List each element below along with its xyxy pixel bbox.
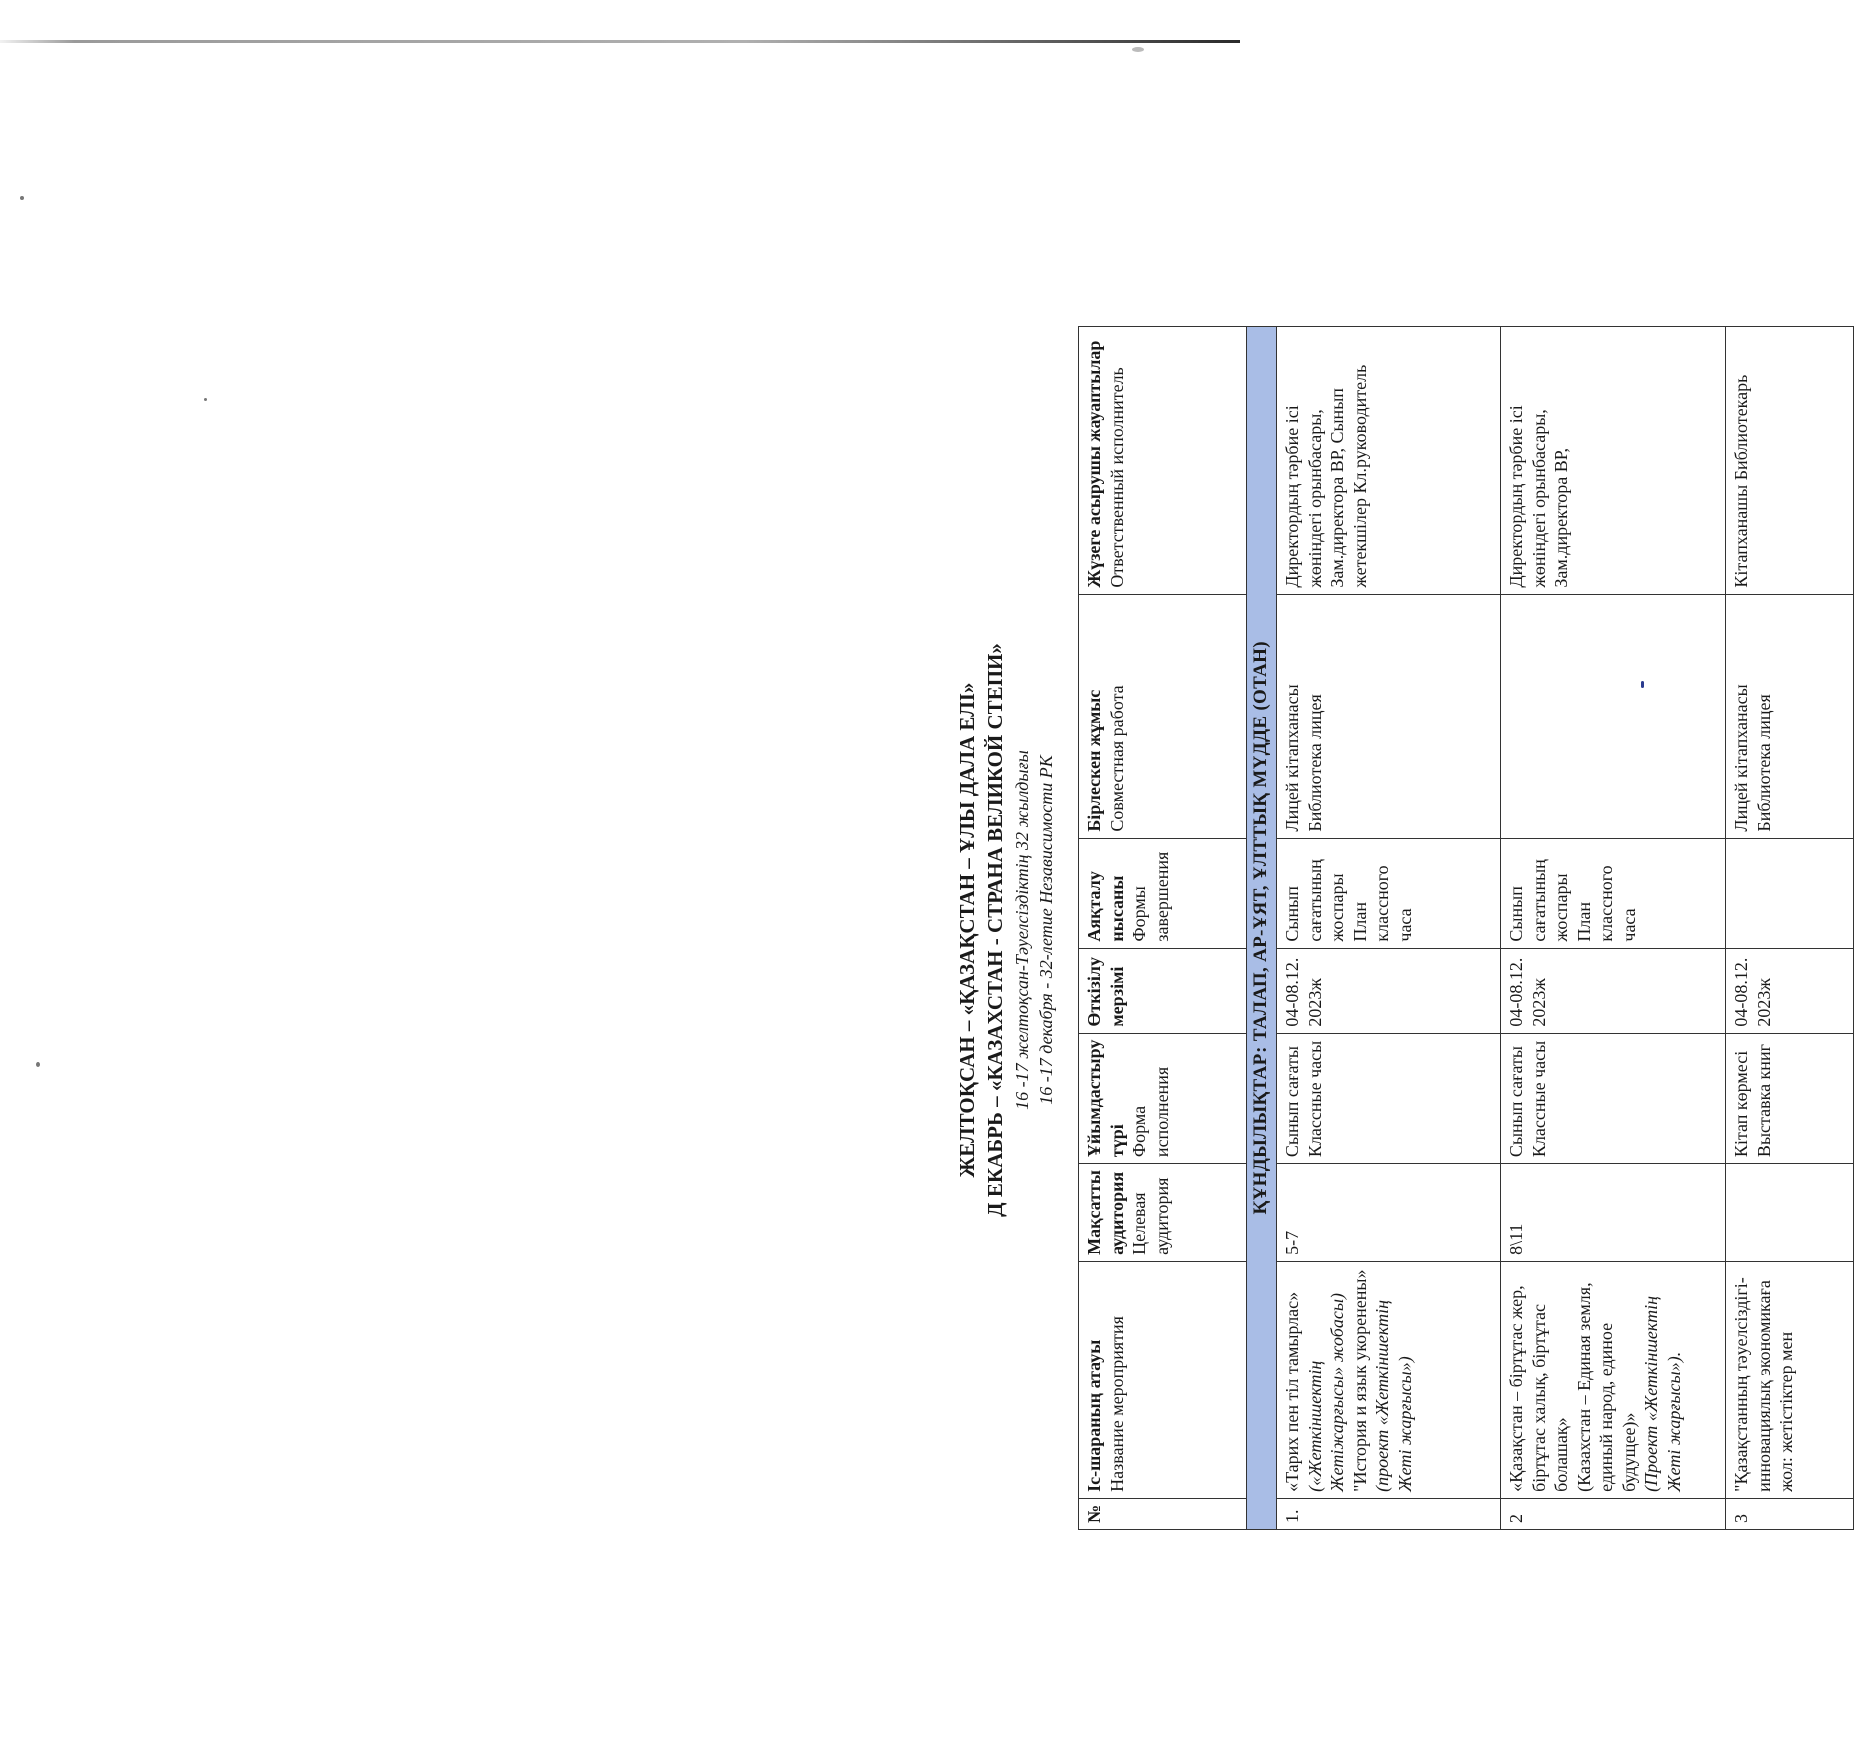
ink-mark — [1641, 681, 1644, 688]
cell-form: Кітап көрмесі Выставка книг — [1726, 1033, 1854, 1163]
cell-form: Сынып сағаты Классные часы — [1277, 1033, 1501, 1163]
cell-completion: Сынып сағатының жоспары План классного часа — [1277, 838, 1501, 948]
header-cell-date: Өткізілу мерзімі — [1079, 948, 1247, 1033]
cell-number: 2 — [1501, 1498, 1726, 1529]
cell-audience: 8\11 — [1501, 1164, 1726, 1262]
cell-name: «Қазақстан – біртұтас жер, біртұтас халық, біртұтас болашақ» (Казахстан – Единая земля, единый народ, единое будущее)» (Проект «Жеткіншектің Жеті жарғысы»). — [1501, 1261, 1726, 1498]
section-row — [1247, 326, 1277, 1529]
cell-name: "Қазақстанның тәуелсіздігі-инновациялық экономикаға жол: жетістіктер мен — [1726, 1261, 1854, 1498]
cell-completion — [1726, 838, 1854, 948]
events-table — [1078, 326, 1854, 1530]
subtitle-ru: 16 -17 декабря - 32-летие Независимости РК — [1036, 755, 1056, 1105]
table-row — [1726, 326, 1854, 1529]
scan-edge-line — [0, 40, 1240, 43]
cell-joint: Лицей кітапханасы Библиотека лицея — [1726, 594, 1854, 838]
cell-number: 3 — [1726, 1498, 1854, 1529]
header-cell-form: Ұйымдастыру түрі Форма исполнения — [1079, 1033, 1247, 1163]
title-kz: ЖЕЛТОҚСАН – «ҚАЗАҚСТАН – ҰЛЫ ДАЛА ЕЛІ» — [955, 682, 979, 1178]
cell-name: «Тарих пен тіл тамырлас» («Жеткіншектің Жетіжарғысы» жобасы) "История и язык укоренены» (проект «Жеткіншектің Жеті жарғысы») — [1277, 1261, 1501, 1498]
header-cell-name: Іс-шараның атауы Название мероприятия — [1079, 1261, 1247, 1498]
scan-speck — [1132, 47, 1144, 52]
cell-joint: Лицей кітапханасы Библиотека лицея — [1277, 594, 1501, 838]
cell-joint — [1501, 594, 1726, 838]
header-cell-responsible: Жүзеге асырушы жауаптылар Ответственный исполнитель — [1079, 326, 1247, 594]
cell-responsible: Директордың тәрбие ісі жөніндегі орынбасары, Зам.директора ВР, Сынып жетекшілер Кл.руководитель — [1277, 326, 1501, 594]
table-header-row — [1079, 326, 1247, 1529]
header-cell-number: № — [1079, 1498, 1247, 1529]
cell-date: 04-08.12. 2023ж — [1501, 948, 1726, 1033]
cell-date: 04-08.12. 2023ж — [1726, 948, 1854, 1033]
subtitle-kz: 16 -17 желтоқсан-Тәуелсіздіктің 32 жылдығы — [1012, 750, 1032, 1110]
cell-responsible: Директордың тәрбие ісі жөніндегі орынбасары, Зам.директора ВР, — [1501, 326, 1726, 594]
rotated-page — [0, 105, 1796, 1755]
table-row — [1277, 326, 1501, 1529]
cell-audience — [1726, 1164, 1854, 1262]
cell-audience: 5-7 — [1277, 1164, 1501, 1262]
title-ru: Д ЕКАБРЬ – «КАЗАХСТАН - СТРАНА ВЕЛИКОЙ СТЕПИ» — [983, 643, 1007, 1217]
cell-completion: Сынып сағатының жоспары План классного часа — [1501, 838, 1726, 948]
cell-number: 1. — [1277, 1498, 1501, 1529]
cell-responsible: Кітапханашы Библиотекарь — [1726, 326, 1854, 594]
table-row — [1501, 326, 1726, 1529]
header-cell-audience: Мақсатты аудитория Целевая аудитория — [1079, 1164, 1247, 1262]
section-title: ҚҰНДЫЛЫҚТАР: ТАЛАП, АР-ҰЯТ, ҰЛТТЫҚ МҮДДЕ (ОТАН) — [1247, 326, 1277, 1529]
cell-form: Сынып сағаты Классные часы — [1501, 1033, 1726, 1163]
header-cell-joint: Бірлескен жұмыс Совместная работа — [1079, 594, 1247, 838]
header-cell-completion: Аяқталу нысаны Формы завершения — [1079, 838, 1247, 948]
cell-date: 04-08.12. 2023ж — [1277, 948, 1501, 1033]
